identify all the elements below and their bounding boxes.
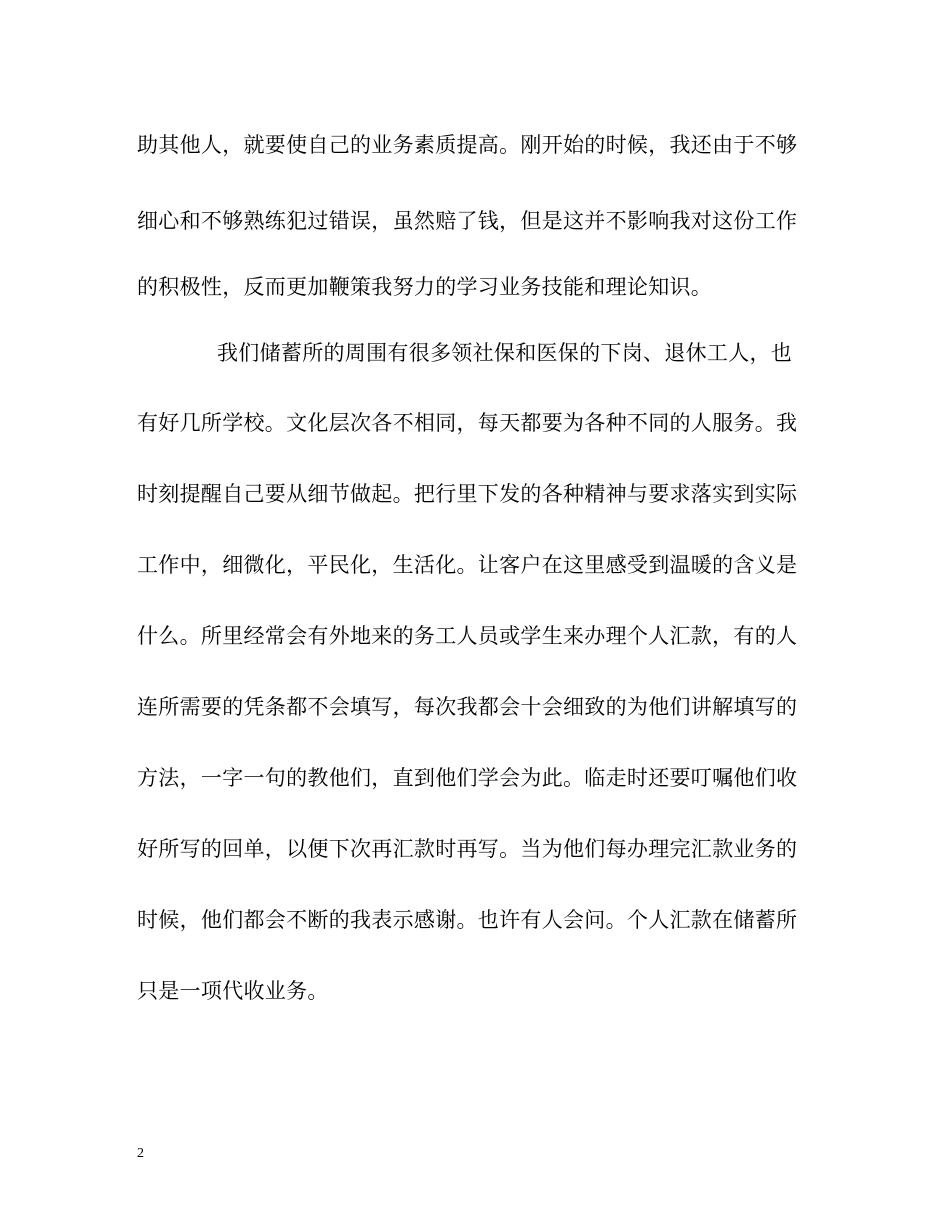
text-line-3: 的积极性，反而更加鞭策我努力的学习业务技能和理论知识。 [137, 275, 713, 299]
text-line-1: 助其他人，就要使自己的业务素质提高。刚开始的时候，我还由于不够 [137, 133, 798, 157]
text-line-2: 细心和不够熟练犯过错误，虽然赔了钱，但是这并不影响我对这份工作 [137, 209, 798, 233]
text-line-5: 有好几所学校。文化层次各不相同，每天都要为各种不同的人服务。我 [137, 411, 798, 435]
page-number: 2 [137, 1146, 144, 1161]
text-line-11: 好所写的回单，以便下次再汇款时再写。当为他们每办理完汇款业务的 [137, 837, 798, 861]
text-line-12: 时候，他们都会不断的我表示感谢。也许有人会问。个人汇款在储蓄所 [137, 908, 798, 932]
text-line-9: 连所需要的凭条都不会填写，每次我都会十会细致的为他们讲解填写的 [137, 695, 798, 719]
text-line-4: 我们储蓄所的周围有很多领社保和医保的下岗、退休工人，也 [217, 341, 793, 365]
text-line-10: 方法，一字一句的教他们，直到他们学会为此。临走时还要叮嘱他们收 [137, 766, 798, 790]
text-line-6: 时刻提醒自己要从细节做起。把行里下发的各种精神与要求落实到实际 [137, 482, 798, 506]
text-line-13: 只是一项代收业务。 [137, 979, 329, 1003]
text-line-7: 工作中，细微化，平民化，生活化。让客户在这里感受到温暖的含义是 [137, 553, 798, 577]
text-line-8: 什么。所里经常会有外地来的务工人员或学生来办理个人汇款，有的人 [137, 624, 798, 648]
